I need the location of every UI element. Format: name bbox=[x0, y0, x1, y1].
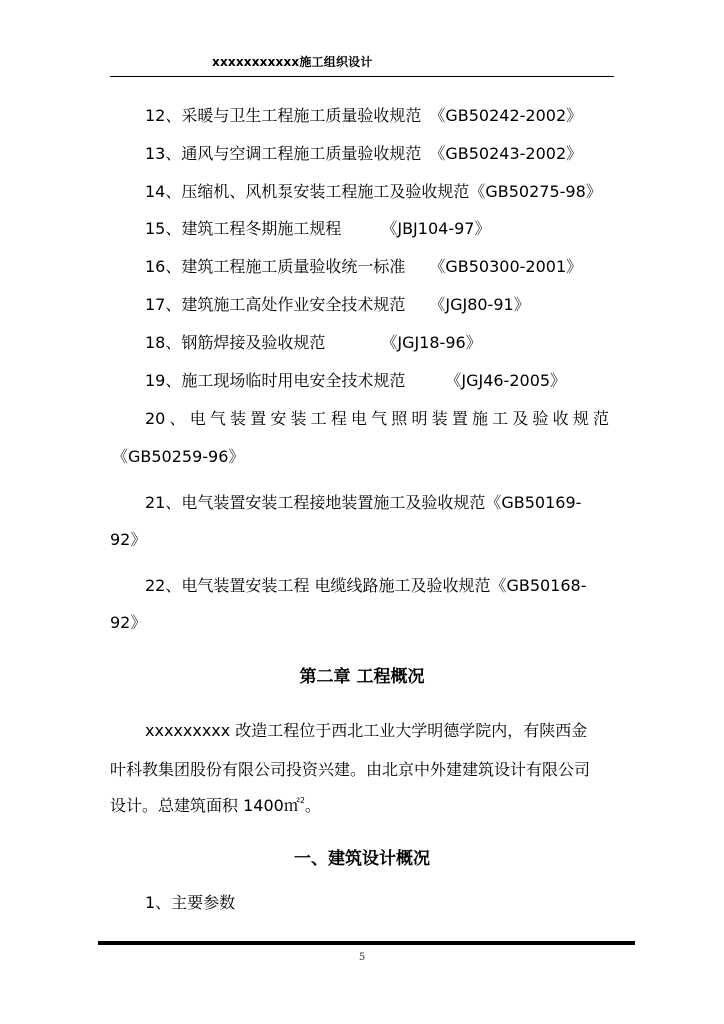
subsection-item: 1、主要参数 bbox=[145, 893, 236, 912]
standard-item-20-line2: 《GB50259-96》 bbox=[112, 447, 245, 466]
footer-divider bbox=[98, 941, 635, 945]
standard-item-22-line1: 22、电气装置安装工程 电缆线路施工及验收规范《GB50168- bbox=[145, 576, 587, 595]
standard-item-14: 14、压缩机、风机泵安装工程施工及验收规范《GB50275-98》 bbox=[145, 182, 602, 201]
overview-paragraph-line3 bbox=[110, 796, 321, 816]
document-header-title: xxxxxxxxxxx施工组织设计 bbox=[212, 55, 373, 69]
standard-item-20-line1: 20、电气装置安装工程电气照明装置施工及验收规范 bbox=[145, 409, 609, 428]
standard-item-18: 18、钢筋焊接及验收规范 《JGJ18-96》 bbox=[145, 333, 482, 352]
standard-item-21-line1: 21、电气装置安装工程接地装置施工及验收规范《GB50169- bbox=[145, 493, 582, 512]
chapter-heading: 第二章 工程概况 bbox=[299, 667, 425, 687]
standard-item-19: 19、施工现场临时用电安全技术规范 《JGJ46-2005》 bbox=[145, 371, 567, 390]
standard-item-16: 16、建筑工程施工质量验收统一标准 《GB50300-2001》 bbox=[145, 257, 583, 276]
overview-area-text: 设计。总建筑面积 1400㎡ bbox=[110, 796, 300, 815]
standard-item-12: 12、采暖与卫生工程施工质量验收规范 《GB50242-2002》 bbox=[145, 106, 583, 125]
page-number: 5 bbox=[358, 952, 366, 963]
overview-paragraph-line2: 叶科教集团股份有限公司投资兴建。由北京中外建建筑设计有限公司 bbox=[110, 760, 591, 779]
standard-item-17: 17、建筑施工高处作业安全技术规范 《JGJ80-91》 bbox=[145, 295, 530, 314]
standard-item-13: 13、通风与空调工程施工质量验收规范 《GB50243-2002》 bbox=[145, 144, 583, 163]
standard-item-22-line2: 92》 bbox=[110, 613, 147, 632]
section-heading: 一、建筑设计概况 bbox=[294, 849, 430, 869]
header-divider bbox=[110, 76, 614, 77]
standard-item-15: 15、建筑工程冬期施工规程 《JBJ104-97》 bbox=[145, 219, 491, 238]
overview-period: 。 bbox=[304, 796, 321, 815]
overview-paragraph-line1: xxxxxxxxx 改造工程位于西北工业大学明德学院内，有陕西金 bbox=[145, 721, 588, 740]
standard-item-21-line2: 92》 bbox=[110, 530, 147, 549]
area-superscript: 2 bbox=[299, 796, 305, 805]
